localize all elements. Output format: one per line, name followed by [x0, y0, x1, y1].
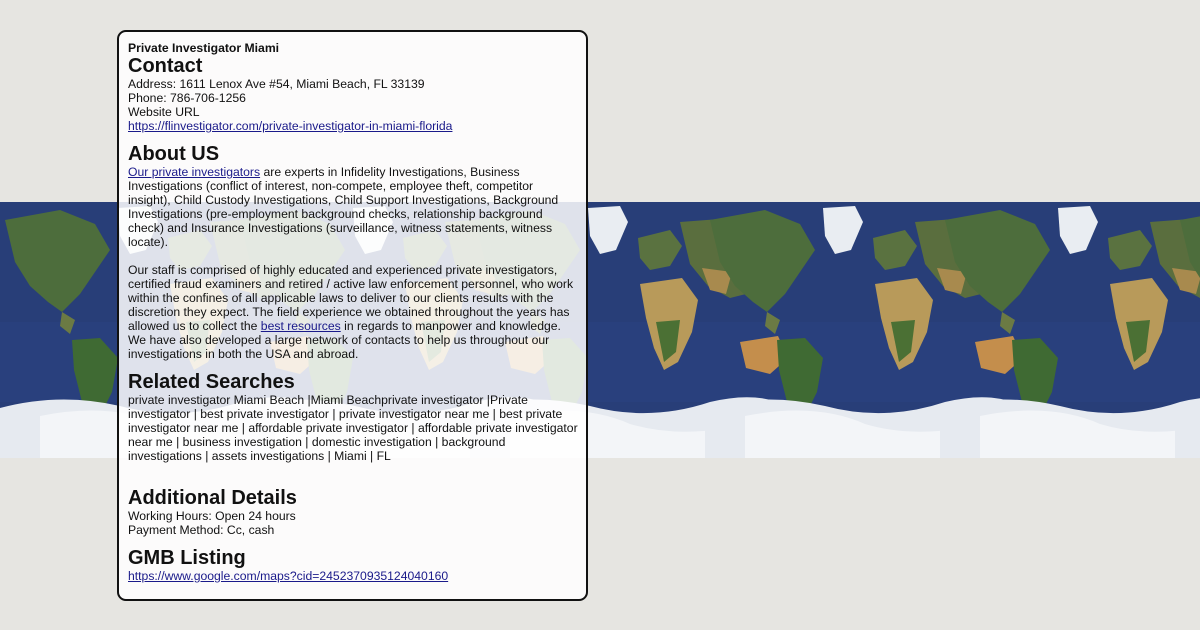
phone-text: Phone: 786-706-1256: [128, 91, 246, 105]
payment-method-text: Payment Method: Cc, cash: [128, 523, 275, 537]
related-searches-heading: Related Searches: [128, 371, 295, 393]
about-paragraph-1: [128, 165, 578, 249]
about-paragraph-2: [128, 263, 578, 361]
website-link[interactable]: https://flinvestigator.com/private-investigator-in-miami-florida: [128, 119, 453, 133]
gmb-listing-link[interactable]: https://www.google.com/maps?cid=2452370935124040160: [128, 569, 449, 583]
gmb-listing-heading: GMB Listing: [128, 547, 246, 569]
about-heading: About US: [128, 143, 220, 165]
address-text: Address: 1611 Lenox Ave #54, Miami Beach, FL 33139: [128, 77, 425, 91]
website-label: Website URL: [128, 105, 200, 119]
about-paragraph-2-start: Our staff is comprised of highly educated and experienced private investigators, certified fraud examiners and retired / active law enforcement personnel, who work within the confines of all applicable laws to deliver to our clients results with the discretion they expect. The field experience we obtained throughout the years has allowed us to collect the: [128, 263, 574, 333]
site-name: Private Investigator Miami: [128, 41, 280, 55]
about-paragraph-2-end: in regards to manpower and knowledge. We have also developed a large network of contacts to help us throughout our investigations in both the USA and abroad.: [128, 319, 561, 361]
best-resources-link[interactable]: best resources: [260, 319, 341, 333]
additional-details-heading: Additional Details: [128, 487, 297, 509]
about-paragraph-1-text: are experts in Infidelity Investigations, Business Investigations (conflict of interest, non-compete, employee theft, competitor insight), Child Custody Investigations, Child Support Investigations, Background Investigations (pre-employment background checks, relationship background check) and Insurance Investigations (surveillance, witness statements, witness locate).: [128, 165, 559, 249]
related-searches-text: private investigator Miami Beach |Miami Beachprivate investigator |Private investigator | best private investigator | private investigator near me | best private investigator near me | affordable private investigator | affordable private investigator near me | business investigation | domestic investigation | background investigations | assets investigations | Miami | FL: [128, 393, 578, 463]
private-investigators-link[interactable]: Our private investigators: [128, 165, 261, 179]
working-hours-text: Working Hours: Open 24 hours: [128, 509, 296, 523]
contact-heading: Contact: [128, 55, 203, 77]
business-card: [117, 30, 588, 601]
